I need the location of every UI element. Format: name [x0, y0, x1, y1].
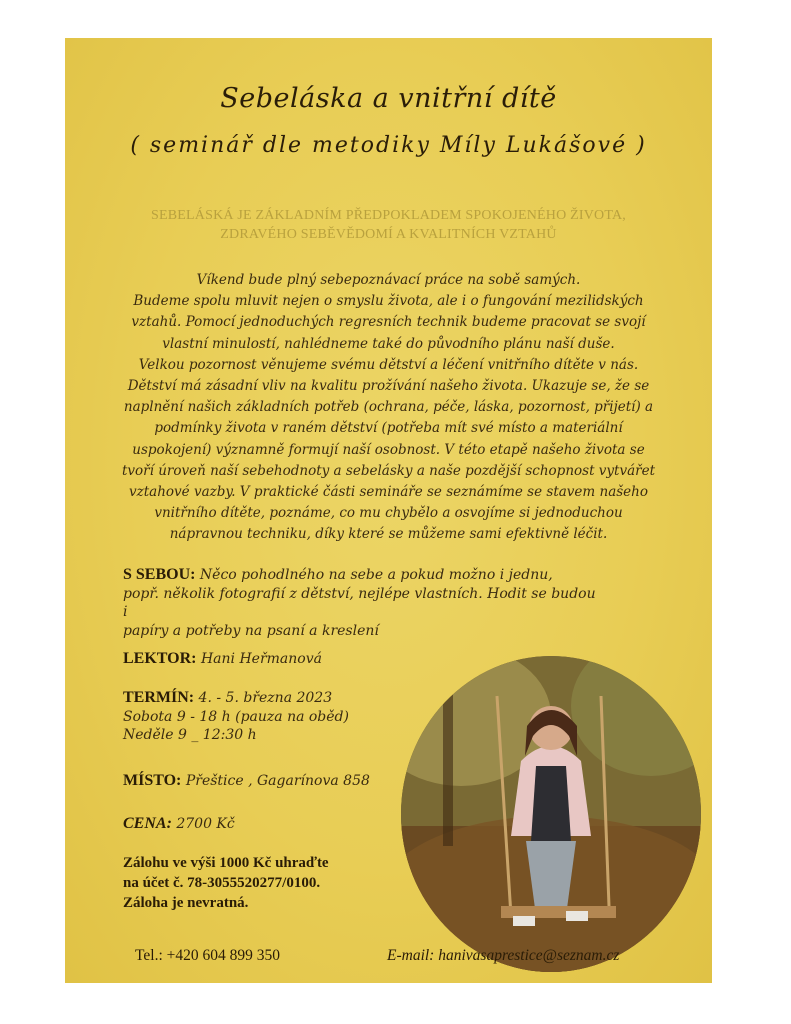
- what-to-bring-line: Něco pohodlného na sebe a pokud možno i jednu,: [195, 567, 553, 583]
- deposit-line: na účet č. 78-3055520277/0100.: [123, 875, 321, 891]
- intro-line: Dětství má zásadní vliv na kvalitu prožívání našeho života. Ukazuje se, že se: [127, 378, 650, 395]
- headline-line: ZDRAVÉHO SEBĚVĚDOMÍ A KVALITNÍCH VZTAHŮ: [220, 227, 557, 242]
- intro-line: uspokojení) významně formují naší osobnost. V této etapě našeho života se: [132, 441, 645, 458]
- page-title: Sebeláska a vnitřní dítě: [220, 83, 557, 114]
- date-line: 4. - 5. března 2023: [194, 690, 333, 706]
- intro-line: tvoří úroveň naší sebehodnoty a sebelásky a naše pozdější schopnost vytvářet: [121, 462, 656, 479]
- intro-line: Víkend bude plný sebepoznávací práce na sobě samých.: [196, 272, 581, 288]
- lecturer-label: LEKTOR:: [123, 650, 197, 667]
- location-label: MÍSTO:: [123, 772, 182, 789]
- what-to-bring: [123, 566, 603, 640]
- price-label: CENA:: [123, 815, 172, 832]
- date-line: Sobota 9 - 18 h (pauza na oběd): [123, 708, 349, 725]
- lecturer-photo: [401, 656, 701, 972]
- headline-line: SEBELÁSKÁ JE ZÁKLADNÍM PŘEDPOKLADEM SPOKOJENÉHO ŽIVOTA,: [151, 208, 626, 223]
- headline: [95, 206, 682, 244]
- intro-line: Budeme spolu mluvit nejen o smyslu života, ale i o fungování mezilidských: [133, 293, 644, 310]
- intro-line: vnitřního dítěte, poznáme, co mu chybělo a osvojíme si jednoduchou: [154, 505, 623, 522]
- poster: [65, 38, 712, 983]
- date-label: TERMÍN:: [123, 689, 195, 706]
- intro-line: Velkou pozornost věnujeme svému dětství a léčení vnitřního dítěte v nás.: [138, 356, 639, 373]
- price-value: 2700 Kč: [171, 816, 235, 832]
- page-subtitle: ( seminář dle metodiky Míly Lukášové ): [130, 133, 647, 158]
- intro-line: vlastní minulostí, nahlédneme také do původního plánu naší duše.: [162, 335, 615, 352]
- date-line: Neděle 9 _ 12:30 h: [123, 727, 257, 743]
- intro-line: podmínky života v raném dětství (potřeba mít své místo a materiální: [154, 420, 623, 437]
- what-to-bring-line: popř. několik fotografií z dětství, nejlépe vlastních. Hodit se budou i: [123, 585, 596, 620]
- location-value: Přeštice , Gagarínova 858: [181, 773, 370, 789]
- intro-line: vztahové vazby. V praktické části semináře se seznámíme se stavem našeho: [129, 484, 648, 501]
- deposit-line: Zálohu ve výši 1000 Kč uhraďte: [123, 855, 329, 871]
- what-to-bring-line: papíry a potřeby na psaní a kreslení: [123, 622, 379, 639]
- lecturer-value: Hani Heřmanová: [196, 651, 322, 667]
- intro-line: naplnění našich základních potřeb (ochrana, péče, láska, pozornost, přijetí) a: [123, 399, 654, 416]
- intro-line: vztahů. Pomocí jednoduchých regresních technik budeme pracovat se svojí: [131, 314, 646, 331]
- intro-line: nápravnou techniku, díky které se můžeme sami efektivně léčit.: [169, 526, 608, 543]
- email-address[interactable]: E-mail: hanivasaprestice@seznam.cz: [387, 947, 620, 964]
- intro-paragraph: [85, 270, 692, 546]
- swing-photo-illustration: [401, 656, 701, 972]
- deposit-line: Záloha je nevratná.: [123, 895, 249, 911]
- what-to-bring-label: S SEBOU:: [123, 566, 196, 583]
- phone-number: Tel.: +420 604 899 350: [135, 947, 280, 964]
